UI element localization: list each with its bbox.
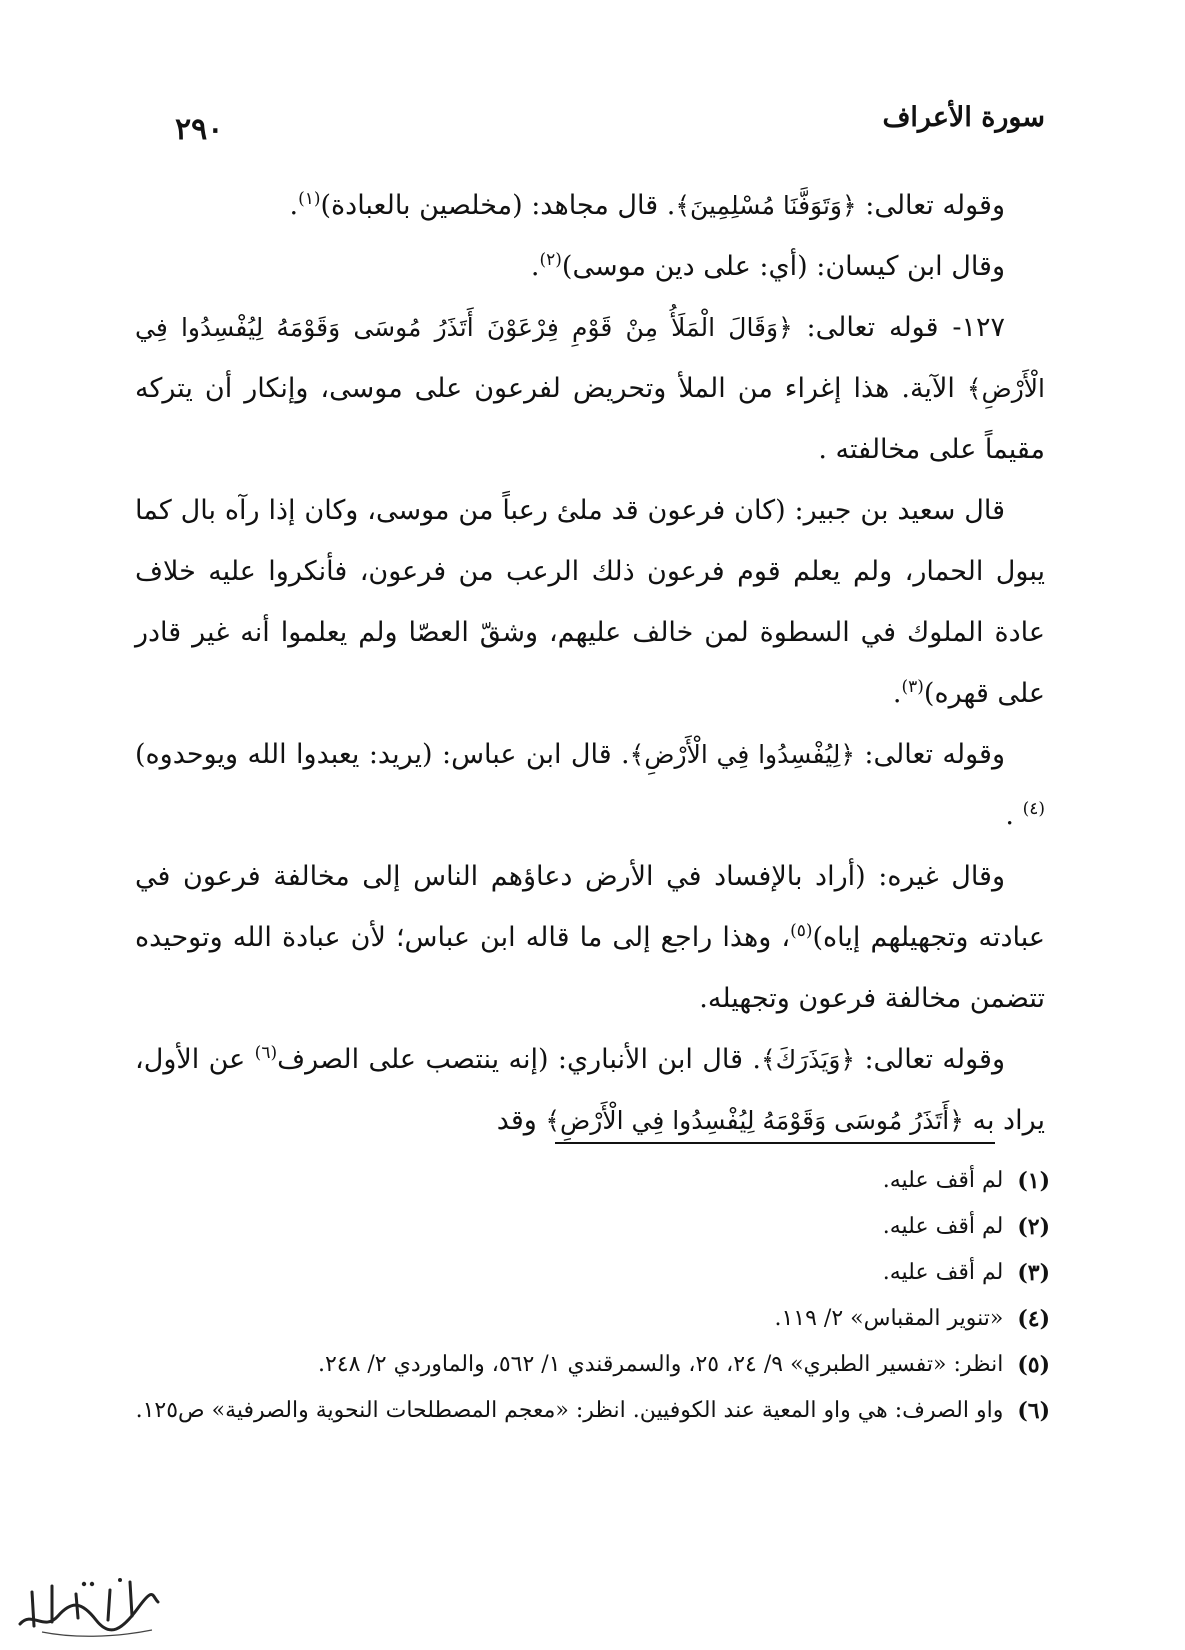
text-run: ، وهذا راجع إلى ما قاله ابن عباس؛ لأن عبادة الله وتوحيده تتضمن مخالفة فرعون وتجهيله. bbox=[135, 922, 1045, 1014]
quran-verse: ﴿وَتَوَفَّنَا مُسْلِمِينَ﴾ bbox=[675, 191, 857, 220]
footnote-number: (٥) bbox=[1017, 1352, 1050, 1378]
text-run: . bbox=[1005, 800, 1023, 831]
paragraph bbox=[135, 846, 1045, 1029]
footnote-text: «تنوير المقباس» ٢/ ١١٩. bbox=[774, 1306, 1004, 1331]
text-run: وقد bbox=[496, 1105, 546, 1136]
paragraph bbox=[135, 480, 1045, 724]
main-text bbox=[135, 175, 1045, 1151]
paragraph bbox=[135, 724, 1045, 846]
footnote bbox=[135, 1204, 1050, 1250]
footnote-number: (٢) bbox=[1017, 1214, 1050, 1240]
quran-verse: ﴿أَتَذَرُ مُوسَى وَقَوْمَهُ لِيُفْسِدُوا فِي الْأَرْضِ﴾ bbox=[545, 1106, 964, 1135]
paragraph bbox=[135, 1029, 1045, 1151]
footnote-text: لم أقف عليه. bbox=[882, 1168, 1004, 1193]
watermark-logo bbox=[12, 1572, 162, 1642]
footnote-number: (٣) bbox=[1017, 1260, 1050, 1286]
quran-verse: ﴿وَقَالَ الْمَلَأُ مِنْ قَوْمِ فِرْعَوْنَ أَتَذَرُ مُوسَى وَقَوْمَهُ لِيُفْسِدُوا فِي الْأَرْضِ﴾ bbox=[135, 313, 1045, 403]
page-header bbox=[175, 100, 1045, 160]
quran-verse: ﴿وَيَذَرَكَ﴾ bbox=[760, 1045, 856, 1074]
text-run: وقوله تعالى: bbox=[856, 190, 1005, 221]
footnote-text: لم أقف عليه. bbox=[882, 1214, 1004, 1239]
paragraph bbox=[135, 175, 1045, 236]
footnote-text: انظر: «تفسير الطبري» ٩/ ٢٤، ٢٥، والسمرقندي ١/ ٥٦٢، والماوردي ٢/ ٢٤٨. bbox=[317, 1352, 1004, 1377]
text-run: . قال ابن الأنباري: (إنه ينتصب على الصرف bbox=[277, 1044, 761, 1075]
footnote-ref: (٤) bbox=[1022, 799, 1045, 819]
paragraph bbox=[135, 236, 1045, 297]
text-run: . bbox=[530, 251, 540, 282]
footnotes bbox=[135, 1158, 1050, 1434]
text-run: ١٢٧- قوله تعالى: bbox=[792, 312, 1005, 343]
footnote-ref: (٢) bbox=[539, 250, 562, 270]
footnote-divider bbox=[555, 1142, 995, 1144]
footnote bbox=[135, 1250, 1050, 1296]
text-run: قال سعيد بن جبير: (كان فرعون قد ملئ رعباً من موسى، وكان إذا رآه بال كما يبول الحمار، ولم يعلم قوم فرعون ذلك الرعب من فرعون، فأنكروا عليه خلاف عادة الملوك في السطوة لمن خالف عليهم، وشقّ العصّا ولم يعلموا أنه غير قادر على قهره) bbox=[135, 495, 1045, 709]
footnote bbox=[135, 1158, 1050, 1204]
footnote-text: واو الصرف: هي واو المعية عند الكوفيين. انظر: «معجم المصطلحات النحوية والصرفية» ص١٢٥. bbox=[135, 1398, 1004, 1423]
page-number: ٢٩٠ bbox=[175, 112, 224, 147]
text-run: الآية. هذا إغراء من الملأ وتحريض لفرعون على موسى، وإنكار أن يتركه مقيماً على مخالفته . bbox=[135, 373, 1045, 465]
paragraph bbox=[135, 297, 1045, 480]
text-run: وقوله تعالى: bbox=[855, 739, 1005, 770]
text-run: . قال مجاهد: (مخلصين بالعبادة) bbox=[320, 190, 676, 221]
footnote-ref: (٦) bbox=[254, 1043, 278, 1063]
footnote-ref: (٥) bbox=[790, 921, 813, 941]
text-run: وقال غيره: (أراد بالإفساد في الأرض دعاؤهم الناس إلى مخالفة فرعون في عبادته وتجهيلهم إياه) bbox=[135, 861, 1045, 953]
footnote-number: (١) bbox=[1017, 1168, 1050, 1194]
footnote bbox=[135, 1388, 1050, 1434]
text-run: وقال ابن كيسان: (أي: على دين موسى) bbox=[561, 251, 1005, 282]
footnote-text: لم أقف عليه. bbox=[882, 1260, 1004, 1285]
quran-verse: ﴿لِيُفْسِدُوا فِي الْأَرْضِ﴾ bbox=[629, 740, 855, 769]
text-run: . قال ابن عباس: (يريد: يعبدوا الله ويوحدوه) bbox=[135, 739, 630, 770]
surah-title: سورة الأعراف bbox=[882, 102, 1045, 133]
text-run: وقوله تعالى: bbox=[855, 1044, 1005, 1075]
footnote-number: (٦) bbox=[1017, 1398, 1050, 1424]
footnote bbox=[135, 1296, 1050, 1342]
text-run: . bbox=[892, 678, 902, 709]
footnote-ref: (١) bbox=[298, 189, 321, 209]
footnote bbox=[135, 1342, 1050, 1388]
text-run: عن الأول، يراد به bbox=[135, 1044, 1045, 1136]
footnote-ref: (٣) bbox=[901, 677, 924, 697]
footnote-number: (٤) bbox=[1017, 1306, 1050, 1332]
text-run: . bbox=[289, 190, 299, 221]
